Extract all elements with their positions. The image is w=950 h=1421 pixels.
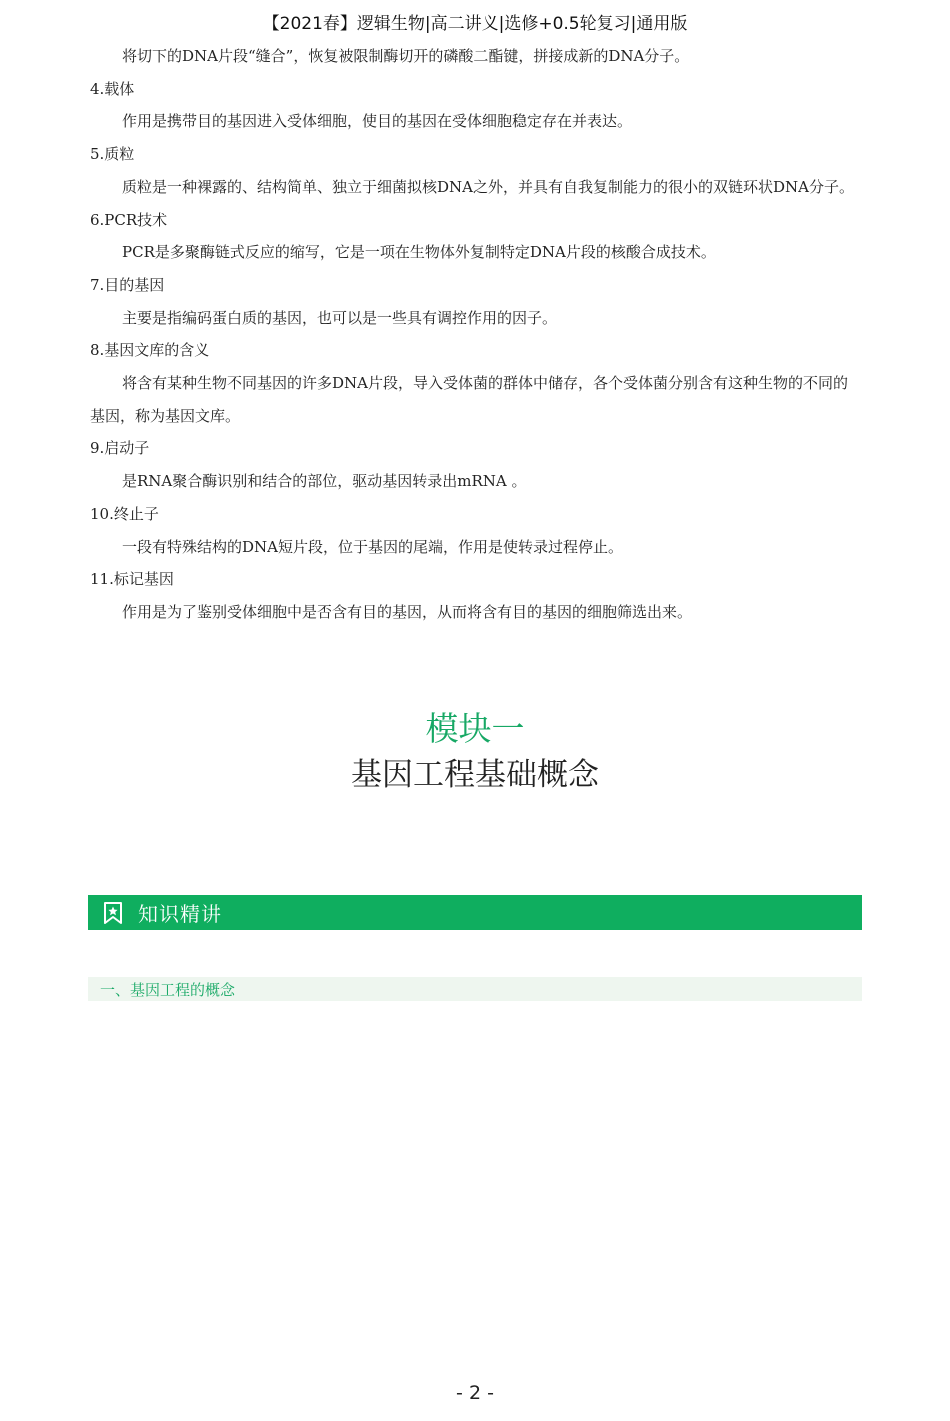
section-banner — [88, 895, 862, 930]
item-body-pcr: PCR是多聚酶链式反应的缩写，它是一项在生物体外复制特定DNA片段的核酸合成技术。 — [122, 243, 716, 262]
bookmark-star-icon — [103, 901, 123, 925]
subsection-banner — [88, 977, 862, 1001]
item-body-target-gene: 主要是指编码蛋白质的基因，也可以是一些具有调控作用的因子。 — [122, 308, 558, 327]
item-heading-plasmid: 5.质粒 — [90, 145, 135, 164]
module-label: 模块一 — [425, 709, 525, 748]
page-number: - 2 - — [456, 1382, 494, 1404]
item-body-terminator: 一段有特殊结构的DNA短片段，位于基因的尾端，作用是使转录过程停止。 — [122, 537, 623, 556]
module-title: 基因工程基础概念 — [351, 757, 599, 793]
paragraph-dna-ligase: 将切下的DNA片段“缝合”，恢复被限制酶切开的磷酸二酯键，拼接成新的DNA分子。 — [122, 47, 690, 65]
item-body-promoter: 是RNA聚合酶识别和结合的部位，驱动基因转录出mRNA 。 — [122, 472, 527, 491]
document-body — [90, 40, 862, 629]
subsection-banner-label: 一、基因工程的概念 — [100, 980, 236, 999]
item-body-plasmid: 质粒是一种裸露的、结构简单、独立于细菌拟核DNA之外，并具有自我复制能力的很小的双链环状DNA分子。 — [122, 177, 854, 196]
item-heading-promoter: 9.启动子 — [90, 439, 150, 458]
item-body-gene-library: 将含有某种生物不同基因的许多DNA片段，导入受体菌的群体中储存，各个受体菌分别含有这种生物的不同的基因，称为基因文库。 — [90, 374, 848, 425]
item-body-marker-gene: 作用是为了鉴别受体细胞中是否含有目的基因，从而将含有目的基因的细胞筛选出来。 — [122, 602, 693, 621]
page-header-title: 【2021春】逻辑生物|高二讲义|选修+0.5轮复习|通用版 — [262, 14, 688, 34]
item-heading-vector: 4.载体 — [90, 79, 135, 98]
item-heading-target-gene: 7.目的基因 — [90, 275, 165, 294]
item-heading-marker-gene: 11.标记基因 — [90, 570, 174, 589]
item-heading-pcr: 6.PCR技术 — [90, 210, 168, 229]
section-banner-label: 知识精讲 — [138, 902, 222, 926]
item-body-vector: 作用是携带目的基因进入受体细胞，使目的基因在受体细胞稳定存在并表达。 — [122, 112, 633, 131]
item-heading-terminator: 10.终止子 — [90, 504, 159, 523]
item-heading-gene-library: 8.基因文库的含义 — [90, 341, 210, 360]
